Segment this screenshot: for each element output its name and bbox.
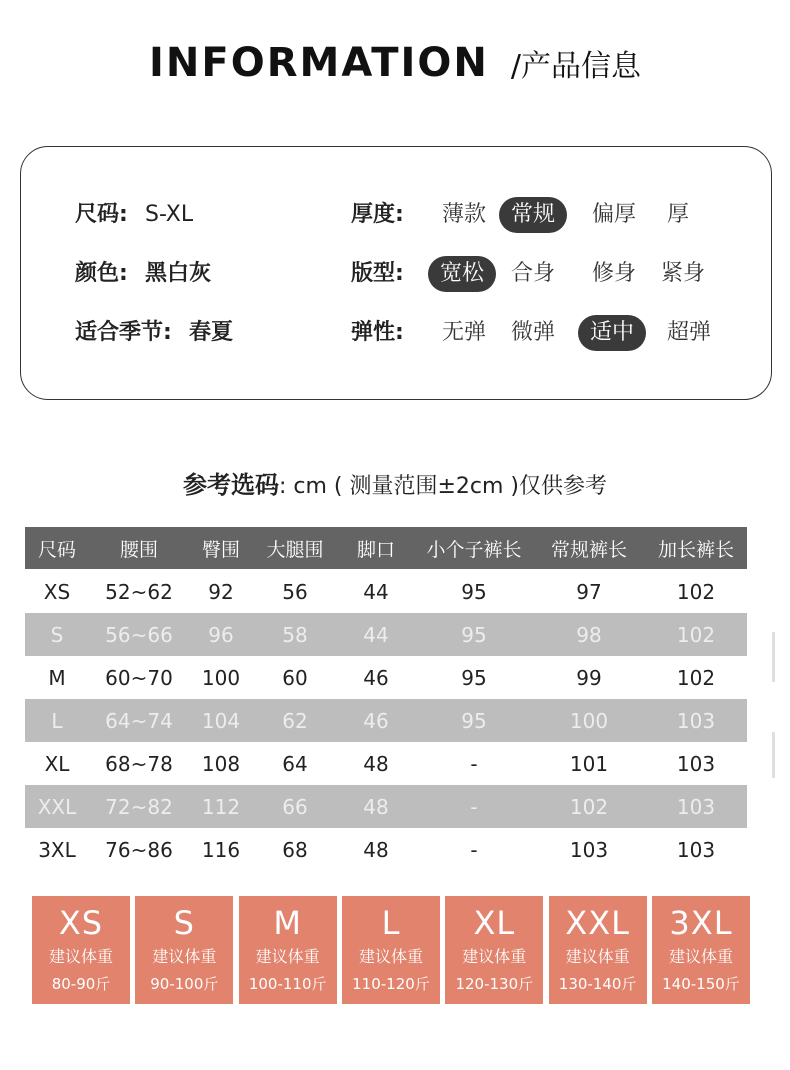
table-row bbox=[25, 699, 747, 742]
thickness-option: 厚 bbox=[667, 202, 690, 227]
table-cell: 44 bbox=[337, 613, 415, 656]
table-cell: 95 bbox=[415, 699, 533, 742]
card-label: 建议体重 bbox=[668, 947, 733, 966]
table-cell: 56 bbox=[282, 579, 308, 604]
reference-title: 参考选码 bbox=[182, 471, 279, 499]
thickness-option: 薄款 bbox=[442, 202, 487, 227]
table-cell: 72~82 bbox=[89, 785, 189, 828]
column-header: 常规裤长 bbox=[533, 527, 645, 569]
edge-divider bbox=[772, 632, 775, 682]
table-cell: 97 bbox=[576, 579, 602, 604]
table-header-row bbox=[25, 527, 747, 569]
table-cell: 103 bbox=[676, 751, 716, 776]
card-label: 建议体重 bbox=[48, 947, 113, 966]
table-cell: 103 bbox=[645, 785, 747, 828]
table-cell: - bbox=[470, 751, 478, 776]
card-range: 110-120斤 bbox=[352, 975, 430, 993]
table-cell: 46 bbox=[363, 665, 389, 690]
card-range: 90-100斤 bbox=[150, 975, 219, 993]
card-size: XS bbox=[58, 904, 104, 942]
column-header: 尺码 bbox=[25, 527, 89, 569]
table-cell: 101 bbox=[569, 751, 609, 776]
thickness-option-selected: 常规 bbox=[499, 197, 567, 233]
table-cell: 103 bbox=[569, 837, 609, 862]
table-cell: 95 bbox=[415, 613, 533, 656]
table-cell: 102 bbox=[676, 579, 716, 604]
table-cell: 108 bbox=[201, 751, 241, 776]
table-cell: 64~74 bbox=[89, 699, 189, 742]
reference-detail: : cm ( 测量范围±2cm )仅供参考 bbox=[278, 474, 608, 499]
table-cell: 100 bbox=[533, 699, 645, 742]
table-cell: 64 bbox=[282, 751, 308, 776]
table-cell: 103 bbox=[676, 837, 716, 862]
table-cell: 68 bbox=[282, 837, 308, 862]
table-row bbox=[25, 742, 747, 785]
card-range: 130-140斤 bbox=[558, 975, 637, 993]
card-label: 建议体重 bbox=[462, 947, 527, 966]
table-cell: - bbox=[415, 785, 533, 828]
table-cell: 60 bbox=[282, 665, 308, 690]
table-cell: 48 bbox=[337, 785, 415, 828]
color-label: 颜色: bbox=[75, 261, 128, 286]
table-row bbox=[25, 828, 747, 871]
fit-label: 版型: bbox=[351, 261, 404, 286]
size-label: 尺码: bbox=[75, 202, 128, 227]
card-size: XL bbox=[473, 904, 516, 942]
card-label: 建议体重 bbox=[152, 947, 217, 966]
weight-card bbox=[342, 896, 440, 1004]
table-cell: 48 bbox=[363, 751, 389, 776]
table-cell: 99 bbox=[576, 665, 602, 690]
elasticity-label: 弹性: bbox=[351, 320, 404, 345]
table-cell: 95 bbox=[461, 579, 487, 604]
table-cell: 103 bbox=[645, 699, 747, 742]
card-range: 80-90斤 bbox=[51, 975, 111, 993]
card-range: 100-110斤 bbox=[248, 975, 327, 993]
table-cell: 66 bbox=[253, 785, 337, 828]
table-row bbox=[25, 613, 747, 656]
weight-card bbox=[135, 896, 233, 1004]
table-cell: 102 bbox=[645, 613, 747, 656]
table-cell: S bbox=[25, 613, 89, 656]
elasticity-option-selected: 适中 bbox=[578, 315, 646, 351]
info-row-1 bbox=[21, 195, 771, 235]
weight-card bbox=[652, 896, 750, 1004]
fit-option: 修身 bbox=[592, 261, 637, 286]
thickness-option: 偏厚 bbox=[592, 202, 637, 227]
table-cell: 3XL bbox=[38, 837, 76, 862]
season-label: 适合季节: bbox=[75, 320, 172, 345]
title-main: INFORMATION bbox=[149, 40, 489, 86]
table-cell: XS bbox=[43, 579, 71, 604]
table-cell: XXL bbox=[25, 785, 89, 828]
reference-note bbox=[0, 465, 790, 500]
weight-card bbox=[239, 896, 337, 1004]
card-size: S bbox=[173, 904, 195, 942]
fit-option: 紧身 bbox=[661, 261, 706, 286]
season-value: 春夏 bbox=[189, 320, 234, 345]
elasticity-option: 微弹 bbox=[511, 320, 556, 345]
fit-option: 合身 bbox=[511, 261, 556, 286]
table-cell: 56~66 bbox=[89, 613, 189, 656]
table-cell: 102 bbox=[533, 785, 645, 828]
table-cell: 92 bbox=[208, 579, 234, 604]
table-cell: 104 bbox=[189, 699, 253, 742]
column-header: 腰围 bbox=[89, 527, 189, 569]
table-cell: 76~86 bbox=[105, 837, 173, 862]
weight-card bbox=[445, 896, 543, 1004]
elasticity-option: 超弹 bbox=[667, 320, 712, 345]
table-cell: 100 bbox=[201, 665, 241, 690]
table-cell: 58 bbox=[253, 613, 337, 656]
column-header: 臀围 bbox=[189, 527, 253, 569]
table-cell: 68~78 bbox=[105, 751, 173, 776]
elasticity-option: 无弹 bbox=[442, 320, 487, 345]
column-header: 小个子裤长 bbox=[415, 527, 533, 569]
info-row-3 bbox=[21, 313, 771, 353]
size-table bbox=[25, 527, 747, 871]
table-cell: 112 bbox=[189, 785, 253, 828]
card-size: M bbox=[273, 904, 302, 942]
table-cell: 60~70 bbox=[105, 665, 173, 690]
card-label: 建议体重 bbox=[565, 947, 630, 966]
thickness-label: 厚度: bbox=[351, 202, 404, 227]
card-size: L bbox=[381, 904, 401, 942]
table-cell: XL bbox=[44, 751, 70, 776]
product-info-box bbox=[20, 146, 772, 400]
table-cell: 44 bbox=[363, 579, 389, 604]
table-row bbox=[25, 785, 747, 828]
table-cell: 98 bbox=[533, 613, 645, 656]
weight-card bbox=[32, 896, 130, 1004]
column-header: 脚口 bbox=[337, 527, 415, 569]
table-row bbox=[25, 570, 747, 613]
page-title bbox=[0, 40, 790, 86]
card-label: 建议体重 bbox=[358, 947, 423, 966]
table-cell: M bbox=[48, 665, 66, 690]
card-range: 140-150斤 bbox=[662, 975, 740, 993]
fit-option-selected: 宽松 bbox=[428, 256, 496, 292]
table-cell: 48 bbox=[363, 837, 389, 862]
table-cell: - bbox=[470, 837, 478, 862]
table-cell: 62 bbox=[253, 699, 337, 742]
table-row bbox=[25, 656, 747, 699]
weight-cards bbox=[32, 896, 750, 1004]
card-range: 120-130斤 bbox=[455, 975, 534, 993]
column-header: 加长裤长 bbox=[645, 527, 747, 569]
column-header: 大腿围 bbox=[253, 527, 337, 569]
table-cell: 52~62 bbox=[105, 579, 173, 604]
table-cell: 95 bbox=[461, 665, 487, 690]
color-value: 黑白灰 bbox=[145, 261, 212, 286]
table-cell: 116 bbox=[201, 837, 241, 862]
card-size: 3XL bbox=[669, 904, 733, 942]
card-label: 建议体重 bbox=[255, 947, 320, 966]
edge-divider bbox=[772, 732, 775, 778]
title-subtitle: /产品信息 bbox=[510, 49, 641, 84]
size-value: S-XL bbox=[145, 202, 194, 227]
weight-card bbox=[549, 896, 647, 1004]
info-row-2 bbox=[21, 254, 771, 294]
table-cell: 46 bbox=[337, 699, 415, 742]
card-size: XXL bbox=[565, 904, 630, 942]
table-cell: L bbox=[25, 699, 89, 742]
table-cell: 96 bbox=[189, 613, 253, 656]
table-cell: 102 bbox=[676, 665, 716, 690]
